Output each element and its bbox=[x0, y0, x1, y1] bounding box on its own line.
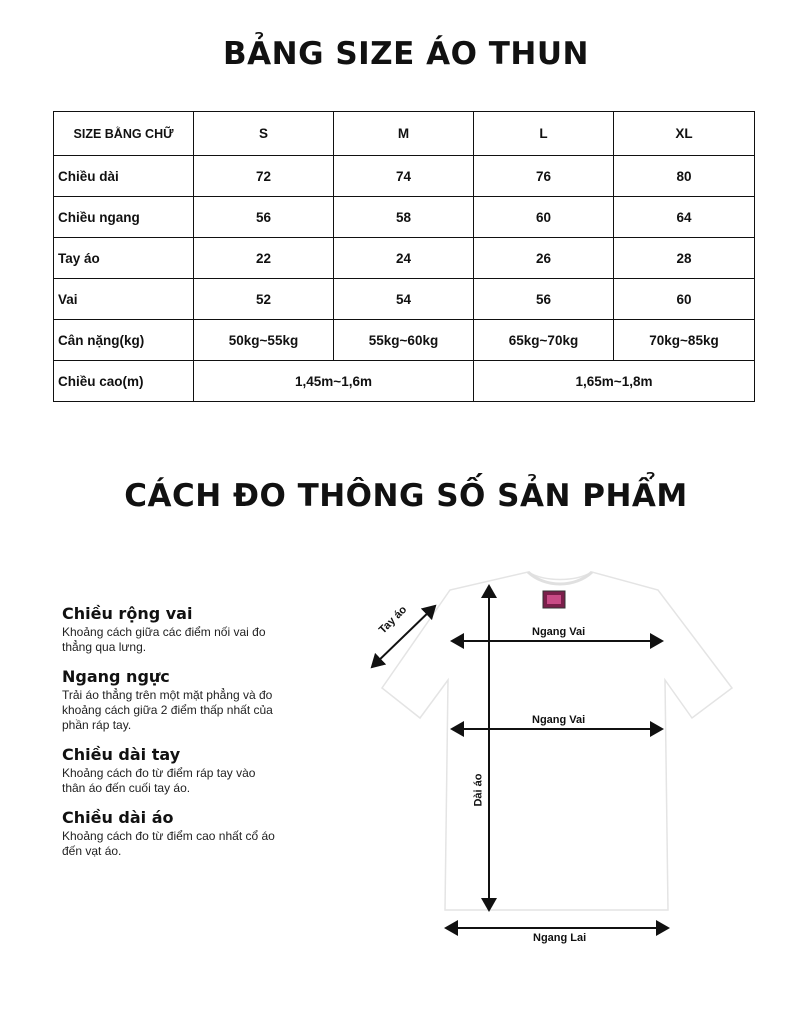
cell: 80 bbox=[614, 156, 755, 197]
cell: 72 bbox=[194, 156, 334, 197]
cell: 54 bbox=[334, 279, 474, 320]
shoulder-label: Ngang Vai bbox=[532, 626, 586, 638]
table-row bbox=[54, 156, 755, 197]
guide-desc: Khoảng cách đo từ điểm ráp tay vào thân áo đến cuối tay áo. bbox=[62, 766, 256, 795]
cell: 76 bbox=[474, 156, 614, 197]
guide-item bbox=[62, 667, 277, 733]
cell: 50kg~55kg bbox=[194, 320, 334, 361]
cell: 56 bbox=[194, 197, 334, 238]
size-xl: XL bbox=[614, 112, 755, 156]
cell: 64 bbox=[614, 197, 755, 238]
size-m: M bbox=[334, 112, 474, 156]
chest-label: Ngang Vai bbox=[532, 714, 586, 726]
hem-label: Ngang Lai bbox=[533, 932, 587, 944]
row-label: Vai bbox=[54, 279, 194, 320]
measure-title: CÁCH ĐO THÔNG SỐ SẢN PHẨM bbox=[124, 478, 688, 514]
cell: 74 bbox=[334, 156, 474, 197]
tshirt-diagram bbox=[360, 560, 750, 950]
row-label: Chiều dài bbox=[54, 156, 194, 197]
guide-item bbox=[62, 745, 277, 796]
guide-title: Chiều dài tay bbox=[62, 745, 181, 764]
cell: 22 bbox=[194, 238, 334, 279]
table-row bbox=[54, 320, 755, 361]
cell: 52 bbox=[194, 279, 334, 320]
cell: 60 bbox=[474, 197, 614, 238]
sleeve-label: Tay áo bbox=[376, 603, 410, 637]
guide-item bbox=[62, 808, 277, 859]
measure-guide bbox=[62, 604, 277, 871]
guide-desc: Trải áo thẳng trên một mặt phẳng và đo khoảng cách giữa 2 điểm thấp nhất của phần ráp tay. bbox=[62, 688, 273, 732]
size-table-title: BẢNG SIZE ÁO THUN bbox=[223, 36, 589, 72]
cell: 60 bbox=[614, 279, 755, 320]
cell: 24 bbox=[334, 238, 474, 279]
brand-tag-inner bbox=[547, 595, 561, 604]
cell: 70kg~85kg bbox=[614, 320, 755, 361]
length-label: Dài áo bbox=[472, 773, 485, 807]
guide-item bbox=[62, 604, 277, 655]
size-table bbox=[53, 111, 755, 402]
cell: 1,65m~1,8m bbox=[474, 361, 755, 402]
table-row bbox=[54, 279, 755, 320]
guide-title: Chiều dài áo bbox=[62, 808, 174, 827]
size-s: S bbox=[194, 112, 334, 156]
cell: 26 bbox=[474, 238, 614, 279]
cell: 65kg~70kg bbox=[474, 320, 614, 361]
table-row bbox=[54, 361, 755, 402]
cell: 55kg~60kg bbox=[334, 320, 474, 361]
guide-title: Ngang ngực bbox=[62, 667, 170, 686]
table-row bbox=[54, 197, 755, 238]
row-label: Tay áo bbox=[54, 238, 194, 279]
size-l: L bbox=[474, 112, 614, 156]
row-label: Chiều cao(m) bbox=[54, 361, 194, 402]
guide-title: Chiều rộng vai bbox=[62, 604, 193, 623]
row-label: Cân nặng(kg) bbox=[54, 320, 194, 361]
cell: 58 bbox=[334, 197, 474, 238]
row-label: Chiều ngang bbox=[54, 197, 194, 238]
size-table-header-row bbox=[54, 112, 755, 156]
cell: 1,45m~1,6m bbox=[194, 361, 474, 402]
header-label: SIZE BẰNG CHỮ bbox=[54, 112, 194, 156]
guide-desc: Khoảng cách đo từ điểm cao nhất cổ áo đến vạt áo. bbox=[62, 829, 275, 858]
table-row bbox=[54, 238, 755, 279]
guide-desc: Khoảng cách giữa các điểm nối vai đo thẳng qua lưng. bbox=[62, 625, 266, 654]
cell: 56 bbox=[474, 279, 614, 320]
tshirt-shape bbox=[382, 572, 732, 910]
cell: 28 bbox=[614, 238, 755, 279]
